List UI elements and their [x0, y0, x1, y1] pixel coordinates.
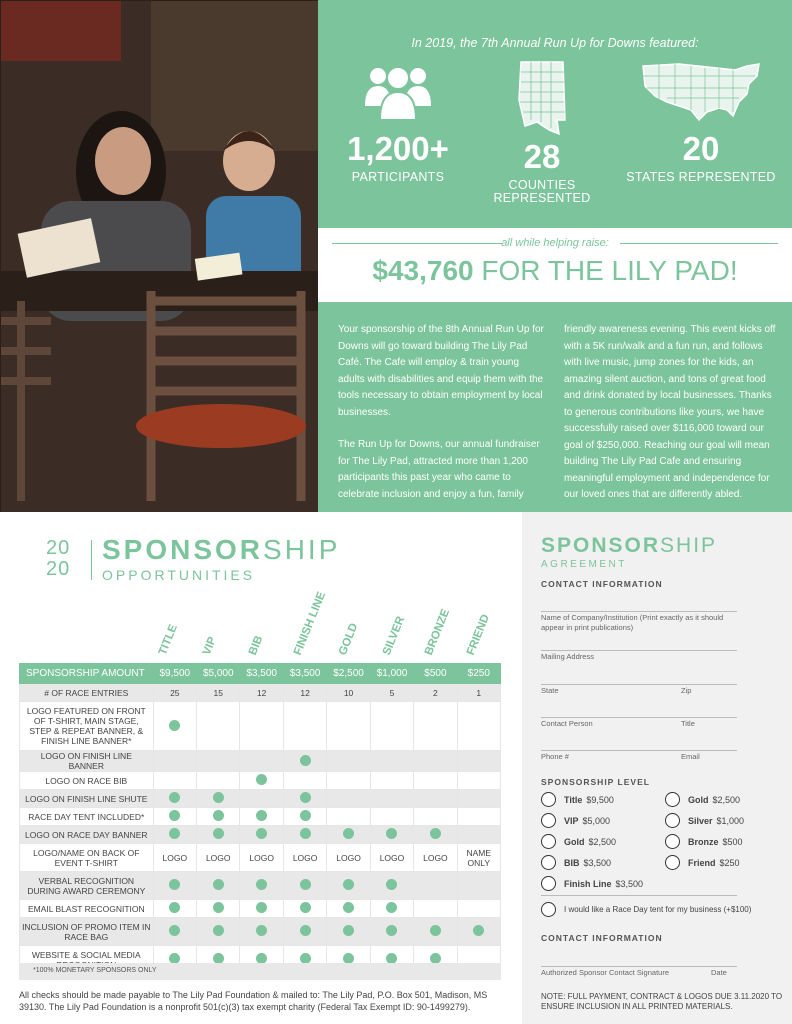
benefit-cell [327, 826, 370, 844]
level-option-name: Gold [564, 836, 585, 847]
usa-map-icon [639, 60, 763, 122]
benefit-cell [283, 872, 326, 900]
table-cell [153, 772, 196, 790]
contact-heading: CONTACT INFORMATION [541, 579, 663, 589]
stat-counties-number: 28 [523, 138, 561, 175]
benefit-cell [327, 900, 370, 918]
options-divider [541, 895, 737, 896]
stat-counties-label: COUNTIES REPRESENTED [493, 178, 591, 205]
included-dot-icon [343, 879, 354, 890]
year-top: 20 [46, 537, 71, 559]
included-dot-icon [169, 925, 180, 936]
row-label: LOGO ON RACE BIB [20, 772, 154, 790]
included-dot-icon [169, 720, 180, 731]
table-cell [370, 702, 413, 751]
included-dot-icon [256, 810, 267, 821]
stat-participants-label: PARTICIPANTS [351, 170, 445, 184]
table-row [20, 900, 501, 918]
benefit-cell [370, 872, 413, 900]
level-option-name: Friend [688, 857, 716, 868]
zip-field-label: Zip [681, 686, 692, 695]
included-dot-icon [256, 828, 267, 839]
table-cell: 12 [283, 684, 326, 702]
level-option[interactable] [665, 834, 743, 849]
benefit-cell [327, 918, 370, 946]
stat-states-number: 20 [682, 130, 720, 167]
year-badge [46, 538, 70, 580]
benefit-cell [240, 826, 283, 844]
benefit-cell [240, 918, 283, 946]
title-field-label: Title [681, 719, 695, 728]
level-radio[interactable] [541, 792, 556, 807]
included-dot-icon [430, 925, 441, 936]
description-panel [318, 302, 792, 512]
level-header: TITLE [156, 622, 180, 657]
address-field-line[interactable] [541, 650, 737, 651]
table-cell [457, 790, 500, 808]
raise-amount-text: FOR THE LILY PAD! [481, 255, 738, 286]
tent-option[interactable] [541, 902, 751, 917]
benefit-cell [197, 790, 240, 808]
footnote: *100% MONETARY SPONSORS ONLY [19, 963, 501, 980]
table-cell: 25 [153, 684, 196, 702]
benefit-cell [457, 918, 500, 946]
included-dot-icon [213, 902, 224, 913]
benefit-cell [240, 900, 283, 918]
row-label: LOGO FEATURED ON FRONT OF T-SHIRT, MAIN STAGE, STEP & REPEAT BANNER, & FINISH LINE BANNER* [20, 702, 154, 751]
included-dot-icon [473, 925, 484, 936]
benefit-cell [327, 872, 370, 900]
sponsorship-table [19, 663, 501, 974]
level-option[interactable] [665, 792, 740, 807]
stat-participants-number: 1,200+ [347, 130, 449, 167]
included-dot-icon [386, 828, 397, 839]
divider-right [620, 243, 778, 244]
agreement-title-rest: SHIP [660, 534, 718, 557]
included-dot-icon [169, 879, 180, 890]
table-cell [414, 900, 457, 918]
table-row [20, 872, 501, 900]
table-row [20, 826, 501, 844]
table-cell [327, 751, 370, 772]
table-cell: $250 [457, 664, 500, 684]
level-option-price: $3,500 [583, 857, 612, 868]
table-cell [370, 790, 413, 808]
included-dot-icon [213, 810, 224, 821]
table-cell [370, 772, 413, 790]
included-dot-icon [300, 925, 311, 936]
benefit-cell [283, 808, 326, 826]
row-label: INCLUSION OF PROMO ITEM IN RACE BAG [20, 918, 154, 946]
level-option-price: $3,500 [615, 878, 644, 889]
level-header: GOLD [336, 621, 361, 657]
table-row [20, 790, 501, 808]
row-label: WEBSITE & SOCIAL MEDIA [20, 946, 154, 974]
level-option[interactable] [541, 792, 614, 807]
company-field-line[interactable] [541, 611, 737, 612]
agreement-title [541, 534, 717, 558]
raise-amount-value: $43,760 [372, 255, 474, 286]
level-heading: SPONSORSHIP LEVEL [541, 777, 650, 787]
table-cell: LOGO [370, 844, 413, 872]
level-radio[interactable] [541, 855, 556, 870]
row-label: # OF RACE ENTRIES [20, 684, 154, 702]
row-label: EMAIL BLAST RECOGNITION [20, 900, 154, 918]
level-option-name: BIB [564, 857, 580, 868]
benefit-cell [283, 918, 326, 946]
row-label: RACE DAY TENT INCLUDED* [20, 808, 154, 826]
benefit-cell [370, 826, 413, 844]
level-option-price: $5,000 [582, 815, 611, 826]
included-dot-icon [343, 925, 354, 936]
table-cell: 10 [327, 684, 370, 702]
raise-amount [318, 255, 792, 287]
table-row [20, 772, 501, 790]
row-label: LOGO ON RACE DAY BANNER [20, 826, 154, 844]
table-row [20, 918, 501, 946]
opportunities-title-bold: SPONSOR [102, 534, 264, 565]
phone-email-line[interactable] [541, 750, 737, 751]
raise-intro: all while helping raise: [501, 237, 609, 249]
table-cell [327, 790, 370, 808]
level-option-name: Finish Line [564, 878, 612, 889]
benefit-cell [283, 826, 326, 844]
level-header: BRONZE [422, 607, 453, 657]
raise-banner [318, 228, 792, 302]
included-dot-icon [213, 879, 224, 890]
level-option-price: $1,000 [716, 815, 745, 826]
benefit-cell [197, 872, 240, 900]
payment-info: All checks should be made payable to The Lily Pad Foundation & mailed to: The Lily Pad, P.O. Box 501, Madison, MS 39130. The Lily Pad Foundation is a nonprofit 501(c)(3) tax exempt charity (Federal Tax Exempt ID: 90-1499279). [19, 990, 488, 1012]
opportunities-subtitle: OPPORTUNITIES [102, 567, 256, 583]
table-cell [283, 772, 326, 790]
level-radio[interactable] [541, 834, 556, 849]
table-cell: 2 [414, 684, 457, 702]
level-option-name: Silver [688, 815, 713, 826]
table-cell: 1 [457, 684, 500, 702]
table-cell: $500 [414, 664, 457, 684]
year-divider [91, 540, 92, 580]
included-dot-icon [300, 792, 311, 803]
stat-counties [472, 60, 612, 205]
table-cell: $3,500 [240, 664, 283, 684]
included-dot-icon [343, 828, 354, 839]
benefit-cell [153, 790, 196, 808]
table-cell [240, 702, 283, 751]
table-cell [197, 751, 240, 772]
table-row [20, 844, 501, 872]
level-header: SILVER [380, 614, 408, 657]
included-dot-icon [300, 828, 311, 839]
included-dot-icon [169, 810, 180, 821]
table-cell [414, 702, 457, 751]
opportunities-title-rest: SHIP [263, 534, 341, 565]
hero-photo [0, 0, 318, 512]
benefit-cell [197, 918, 240, 946]
benefit-cell [240, 772, 283, 790]
benefit-cell [414, 826, 457, 844]
table-cell [240, 790, 283, 808]
benefit-cell [153, 702, 196, 751]
included-dot-icon [213, 828, 224, 839]
included-dot-icon [343, 902, 354, 913]
level-radio[interactable] [665, 855, 680, 870]
year-bottom: 20 [46, 558, 71, 580]
level-option-price: $2,500 [588, 836, 617, 847]
stats-intro: In 2019, the 7th Annual Run Up for Downs featured: [411, 36, 699, 50]
table-cell [153, 751, 196, 772]
table-cell [327, 772, 370, 790]
level-header: BIB [246, 634, 266, 657]
table-cell [327, 702, 370, 751]
row-label: LOGO ON FINISH LINE SHUTE [20, 790, 154, 808]
opportunities-title [102, 534, 340, 566]
included-dot-icon [300, 810, 311, 821]
table-cell [414, 772, 457, 790]
contact-title-line[interactable] [541, 717, 737, 718]
benefit-cell [240, 872, 283, 900]
row-label: SPONSORSHIP AMOUNT [20, 664, 154, 684]
table-cell [197, 772, 240, 790]
included-dot-icon [300, 755, 311, 766]
contact-heading-2: CONTACT INFORMATION [541, 933, 663, 943]
stat-states-label: STATES REPRESENTED [626, 170, 776, 184]
table-cell [414, 872, 457, 900]
table-cell [457, 808, 500, 826]
table-cell: LOGO [327, 844, 370, 872]
level-option-name: Title [564, 794, 583, 805]
table-cell [457, 872, 500, 900]
description-paragraph: friendly awareness evening. This event kicks off with a 5K run/walk and a fun run, and follows with live music, jump zones for the kids, an amazing silent auction, and tons of great food and drink donated by local businesses. Thanks to generous contributions like yours, we have successfully raised over $116,000 toward our goal of $250,000. Reaching our goal will mean building The Lily Pad Cafe and ensuring meaningful employment and independence for our loved ones that are differently abled. [564, 324, 776, 500]
table-cell [457, 702, 500, 751]
row-label: LOGO ON FINISH LINE BANNER [20, 751, 154, 772]
benefit-cell [153, 918, 196, 946]
description-column-2 [564, 322, 776, 504]
table-row [20, 808, 501, 826]
level-radio[interactable] [665, 834, 680, 849]
benefit-cell [370, 918, 413, 946]
level-option[interactable] [665, 813, 744, 828]
table-row [20, 664, 501, 684]
stat-participants [328, 60, 468, 184]
level-option[interactable] [541, 813, 610, 828]
included-dot-icon [213, 925, 224, 936]
table-row [20, 684, 501, 702]
level-option-price: $9,500 [586, 794, 614, 805]
state-zip-line[interactable] [541, 684, 737, 685]
table-cell [240, 751, 283, 772]
table-cell [457, 826, 500, 844]
date-label: Date [711, 968, 727, 977]
level-option[interactable] [541, 855, 611, 870]
included-dot-icon [169, 902, 180, 913]
table-cell: LOGO [283, 844, 326, 872]
description-paragraph: The Run Up for Downs, our annual fundraiser for The Lily Pad, attracted more than 1,200 participants this past year who came to celebrate inclusion and enjoy a fun, family [338, 439, 540, 500]
people-icon [362, 60, 434, 122]
included-dot-icon [386, 879, 397, 890]
table-cell: $3,500 [283, 664, 326, 684]
table-cell: LOGO [197, 844, 240, 872]
state-field-label: State [541, 686, 559, 695]
company-field-label: Name of Company/Institution (Print exactly as it should appear in print publications) [541, 613, 724, 632]
level-radio[interactable] [665, 813, 680, 828]
included-dot-icon [169, 792, 180, 803]
level-option-price: $2,500 [712, 794, 741, 805]
table-cell: LOGO [153, 844, 196, 872]
table-cell: 15 [197, 684, 240, 702]
level-option[interactable] [541, 834, 616, 849]
table-cell: $9,500 [153, 664, 196, 684]
included-dot-icon [386, 925, 397, 936]
included-dot-icon [256, 925, 267, 936]
table-cell: 5 [370, 684, 413, 702]
level-header: VIP [200, 635, 219, 657]
deadline-note: NOTE: FULL PAYMENT, CONTRACT & LOGOS DUE 3.11.2020 TO ENSURE INCLUSION IN ALL PRINTED MATERIALS. [541, 992, 783, 1011]
included-dot-icon [386, 902, 397, 913]
hero-photo-illustration [1, 1, 319, 513]
email-field-label: Email [681, 752, 700, 761]
table-row [20, 751, 501, 772]
benefit-cell [283, 900, 326, 918]
benefit-cell [370, 900, 413, 918]
tent-option-label: I would like a Race Day tent for my business (+$100) [564, 905, 752, 914]
table-cell [327, 808, 370, 826]
level-radio[interactable] [665, 792, 680, 807]
benefit-cell [197, 808, 240, 826]
agreement-subtitle: AGREEMENT [541, 559, 627, 570]
included-dot-icon [300, 902, 311, 913]
signature-label: Authorized Sponsor Contact Signature [541, 968, 669, 977]
level-option[interactable] [541, 876, 643, 891]
table-cell: NAME ONLY [457, 844, 500, 872]
included-dot-icon [169, 828, 180, 839]
table-cell [370, 751, 413, 772]
benefit-cell [283, 751, 326, 772]
benefit-cell [414, 918, 457, 946]
table-cell [283, 702, 326, 751]
level-option-price: $250 [719, 857, 740, 868]
level-radio[interactable] [541, 876, 556, 891]
description-column-1 [338, 322, 548, 503]
table-cell [457, 751, 500, 772]
table-cell [197, 702, 240, 751]
level-option[interactable] [665, 855, 740, 870]
level-option-name: VIP [564, 815, 579, 826]
benefit-cell [153, 872, 196, 900]
row-label: LOGO/NAME ON BACK OF EVENT T-SHIRT [20, 844, 154, 872]
table-cell: $2,500 [327, 664, 370, 684]
included-dot-icon [256, 879, 267, 890]
table-cell: $5,000 [197, 664, 240, 684]
agreement-title-bold: SPONSOR [541, 534, 661, 557]
stats-panel [318, 0, 792, 228]
table-cell [370, 808, 413, 826]
included-dot-icon [256, 902, 267, 913]
table-cell [414, 751, 457, 772]
table-row [20, 702, 501, 751]
table-cell [414, 808, 457, 826]
benefit-cell [197, 826, 240, 844]
row-label: VERBAL RECOGNITION DURING AWARD CEREMONY [20, 872, 154, 900]
benefit-cell [283, 790, 326, 808]
tent-radio[interactable] [541, 902, 556, 917]
mississippi-map-icon [515, 60, 569, 138]
level-header: FINISH LINE [291, 590, 329, 657]
table-cell: $1,000 [370, 664, 413, 684]
table-cell: LOGO [240, 844, 283, 872]
level-option-name: Gold [688, 794, 709, 805]
included-dot-icon [430, 828, 441, 839]
address-field-label: Mailing Address [541, 652, 594, 661]
stat-states [626, 60, 776, 184]
benefit-cell [153, 900, 196, 918]
included-dot-icon [256, 774, 267, 785]
included-dot-icon [213, 792, 224, 803]
level-header: FRIEND [464, 612, 493, 657]
level-option-price: $500 [722, 836, 743, 847]
table-cell: LOGO [414, 844, 457, 872]
contact-field-label: Contact Person [541, 719, 593, 728]
signature-line[interactable] [541, 966, 737, 967]
included-dot-icon [300, 879, 311, 890]
level-radio[interactable] [541, 813, 556, 828]
level-option-name: Bronze [688, 836, 719, 847]
phone-field-label: Phone # [541, 752, 569, 761]
table-cell [414, 790, 457, 808]
table-cell [457, 772, 500, 790]
description-paragraph: Your sponsorship of the 8th Annual Run Up for Downs will go toward building The Lily Pad Café. The Cafe will employ & train young adults with disabilities and equip them with the tools necessary to obtain employment by local businesses. [338, 324, 544, 418]
table-cell: 12 [240, 684, 283, 702]
benefit-cell [153, 826, 196, 844]
table-cell [457, 900, 500, 918]
benefit-cell [197, 900, 240, 918]
benefit-cell [240, 808, 283, 826]
benefit-cell [153, 808, 196, 826]
